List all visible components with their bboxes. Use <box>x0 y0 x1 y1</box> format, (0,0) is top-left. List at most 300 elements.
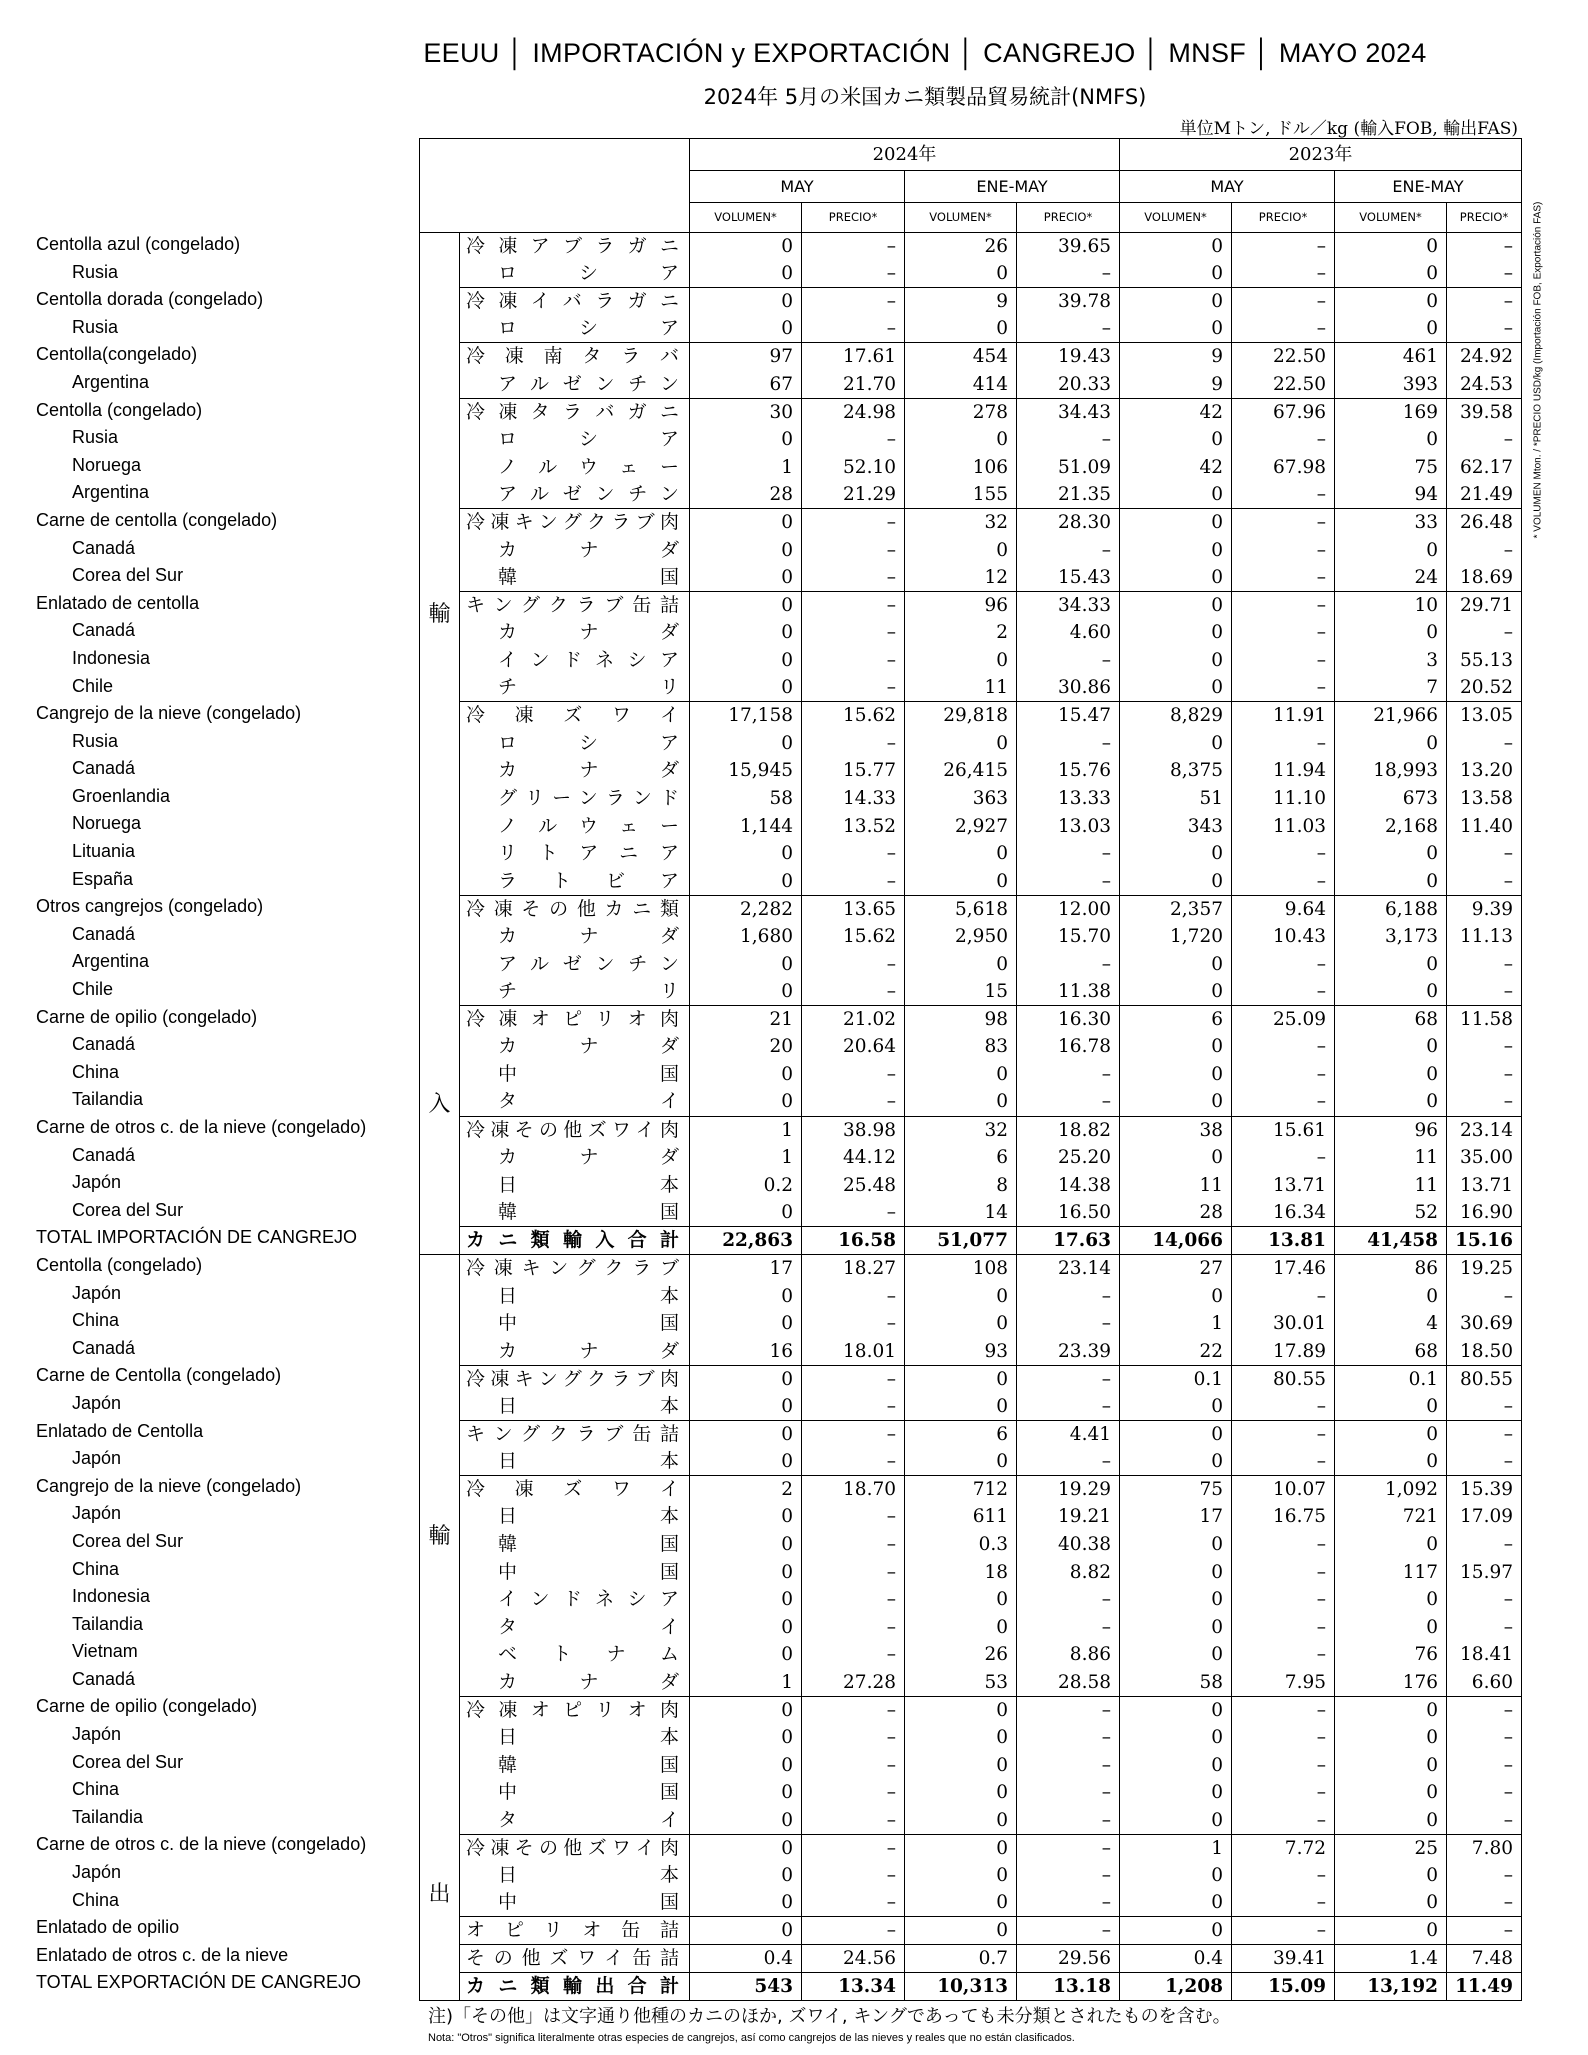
price-cell: 17.46 <box>1232 1255 1335 1283</box>
volume-cell: 17,158 <box>690 702 802 730</box>
price-cell: – <box>1232 1641 1335 1669</box>
volume-cell: 611 <box>905 1503 1017 1531</box>
volume-cell: 0 <box>1120 536 1232 564</box>
volume-cell: 0 <box>690 1862 802 1890</box>
volume-cell: 0 <box>1120 591 1232 619</box>
volume-cell: 0 <box>690 288 802 316</box>
price-cell: – <box>802 536 905 564</box>
table-row <box>420 1558 1522 1586</box>
volume-cell: 22 <box>1120 1337 1232 1365</box>
price-cell: – <box>802 674 905 702</box>
price-cell: – <box>1232 481 1335 509</box>
price-cell: – <box>1447 1613 1522 1641</box>
table-row <box>420 1696 1522 1724</box>
price-cell: 24.98 <box>802 398 905 426</box>
price-cell: – <box>1447 1807 1522 1835</box>
price-cell: 18.70 <box>802 1475 905 1503</box>
price-cell: – <box>802 1558 905 1586</box>
volume-cell: 0 <box>1120 1613 1232 1641</box>
table-row <box>420 343 1522 371</box>
volume-cell: 0 <box>905 1834 1017 1862</box>
volume-cell: 15 <box>905 978 1017 1006</box>
price-cell: – <box>802 868 905 896</box>
price-cell: – <box>1447 840 1522 868</box>
price-cell: – <box>1232 1420 1335 1448</box>
volume-cell: 0 <box>1335 536 1447 564</box>
table-row <box>420 233 1522 261</box>
japanese-label: 冷凍イバラガニ <box>460 288 690 316</box>
japanese-label: 冷凍アブラガニ <box>460 233 690 261</box>
price-cell: 19.21 <box>1017 1503 1120 1531</box>
volume-cell: 0 <box>905 1061 1017 1089</box>
volume-cell: 0 <box>690 840 802 868</box>
price-cell: 11.10 <box>1232 785 1335 813</box>
price-cell: 25.20 <box>1017 1144 1120 1172</box>
volume-cell: 0 <box>690 1365 802 1393</box>
price-cell: 80.55 <box>1232 1365 1335 1393</box>
volume-cell: 0 <box>1120 1807 1232 1835</box>
japanese-label: ノルウェー <box>460 453 690 481</box>
volume-cell: 106 <box>905 453 1017 481</box>
price-cell: 30.86 <box>1017 674 1120 702</box>
volume-cell: 1,144 <box>690 812 802 840</box>
volume-cell: 0 <box>690 1889 802 1917</box>
price-cell: 35.00 <box>1447 1144 1522 1172</box>
section-char-bottom: 出 <box>428 1882 451 1908</box>
country-label: Rusia <box>72 261 119 282</box>
product-label: Centolla(congelado) <box>36 344 198 365</box>
volume-cell: 0 <box>1120 1917 1232 1945</box>
price-cell: – <box>1232 564 1335 592</box>
price-cell: – <box>1017 260 1120 288</box>
volume-cell: 0 <box>1120 1061 1232 1089</box>
japanese-label: チリ <box>460 674 690 702</box>
table-row <box>420 564 1522 592</box>
volume-cell: 414 <box>905 371 1017 399</box>
country-label: Indonesia <box>72 1586 151 1607</box>
volume-cell: 0 <box>690 315 802 343</box>
header-blank <box>420 139 690 233</box>
country-label: Argentina <box>72 482 150 503</box>
price-cell: 21.35 <box>1017 481 1120 509</box>
price-cell: – <box>802 260 905 288</box>
volume-cell: 0 <box>905 1448 1017 1476</box>
table-row <box>420 1006 1522 1034</box>
table-row <box>420 1641 1522 1669</box>
japanese-label: 冷凍ズワイ <box>460 702 690 730</box>
volume-cell: 0 <box>690 1199 802 1227</box>
price-cell: – <box>1017 315 1120 343</box>
price-cell: – <box>1017 426 1120 454</box>
price-cell: 15.16 <box>1447 1226 1522 1254</box>
price-cell: 4.60 <box>1017 619 1120 647</box>
japanese-label: 日本 <box>460 1724 690 1752</box>
table-row <box>420 868 1522 896</box>
table-row <box>420 260 1522 288</box>
header-precio: PRECIO* <box>802 203 905 233</box>
price-cell: 30.01 <box>1232 1310 1335 1338</box>
volume-cell: 93 <box>905 1337 1017 1365</box>
volume-cell: 0 <box>690 1917 802 1945</box>
volume-cell: 32 <box>905 1116 1017 1144</box>
price-cell: – <box>1447 1751 1522 1779</box>
price-cell: – <box>1232 1448 1335 1476</box>
price-cell: – <box>802 1088 905 1116</box>
price-cell: 40.38 <box>1017 1531 1120 1559</box>
section-char-top: 輸 <box>428 1524 451 1550</box>
product-label: Cangrejo de la nieve (congelado) <box>36 703 302 724</box>
volume-cell: 0 <box>1120 509 1232 537</box>
price-cell: – <box>1447 1586 1522 1614</box>
volume-cell: 0 <box>1335 1586 1447 1614</box>
price-cell: 14.38 <box>1017 1171 1120 1199</box>
volume-cell: 0 <box>1120 978 1232 1006</box>
volume-cell: 17 <box>1120 1503 1232 1531</box>
price-cell: – <box>802 1751 905 1779</box>
table-row <box>420 1255 1522 1283</box>
volume-cell: 2,282 <box>690 895 802 923</box>
volume-cell: 0 <box>1120 1282 1232 1310</box>
price-cell: – <box>1447 1917 1522 1945</box>
vertical-unit-note <box>1530 140 1546 600</box>
price-cell: 17.89 <box>1232 1337 1335 1365</box>
price-cell: 22.50 <box>1232 371 1335 399</box>
price-cell: 23.14 <box>1447 1116 1522 1144</box>
trade-table-body <box>420 233 1522 2001</box>
volume-cell: 0 <box>1335 233 1447 261</box>
volume-cell: 97 <box>690 343 802 371</box>
product-label: Carne de otros c. de la nieve (congelado) <box>36 1834 367 1855</box>
volume-cell: 0 <box>1335 950 1447 978</box>
volume-cell: 0 <box>905 647 1017 675</box>
volume-cell: 0 <box>690 1613 802 1641</box>
table-row <box>420 1669 1522 1697</box>
volume-cell: 0 <box>1335 868 1447 896</box>
volume-cell: 0 <box>1335 978 1447 1006</box>
volume-cell: 8,829 <box>1120 702 1232 730</box>
volume-cell: 18 <box>905 1558 1017 1586</box>
price-cell: 34.43 <box>1017 398 1120 426</box>
volume-cell: 0 <box>905 1613 1017 1641</box>
volume-cell: 11 <box>1335 1144 1447 1172</box>
country-label: Canadá <box>72 1034 136 1055</box>
volume-cell: 0 <box>1120 1393 1232 1421</box>
unit-note: 単位Mトン, ドル／kg (輸入FOB, 輸出FAS) <box>1179 119 1518 139</box>
price-cell: – <box>1232 1751 1335 1779</box>
volume-cell: 0 <box>690 647 802 675</box>
volume-cell: 3,173 <box>1335 923 1447 951</box>
table-row <box>420 1531 1522 1559</box>
volume-cell: 17 <box>690 1255 802 1283</box>
japanese-label: 中国 <box>460 1310 690 1338</box>
volume-cell: 58 <box>690 785 802 813</box>
price-cell: – <box>802 591 905 619</box>
price-cell: 25.48 <box>802 1171 905 1199</box>
price-cell: 17.09 <box>1447 1503 1522 1531</box>
japanese-label: キングクラブ缶詰 <box>460 1420 690 1448</box>
table-row <box>420 978 1522 1006</box>
volume-cell: 6 <box>905 1420 1017 1448</box>
japanese-label: 韓国 <box>460 1751 690 1779</box>
japanese-label: 冷凍ズワイ <box>460 1475 690 1503</box>
volume-cell: 0 <box>1335 260 1447 288</box>
price-cell: – <box>802 509 905 537</box>
volume-cell: 21 <box>690 1006 802 1034</box>
price-cell: 55.13 <box>1447 647 1522 675</box>
price-cell: 20.52 <box>1447 674 1522 702</box>
volume-cell: 20 <box>690 1033 802 1061</box>
table-row <box>420 1061 1522 1089</box>
price-cell: – <box>802 564 905 592</box>
price-cell: – <box>1447 1420 1522 1448</box>
japanese-label: 中国 <box>460 1889 690 1917</box>
section-char-top: 輸 <box>428 602 451 627</box>
header-year-2023: 2023年 <box>1120 139 1522 171</box>
japanese-label: カナダ <box>460 1144 690 1172</box>
table-row <box>420 812 1522 840</box>
table-row <box>420 315 1522 343</box>
price-cell: – <box>1017 1696 1120 1724</box>
volume-cell: 0 <box>905 1365 1017 1393</box>
price-cell: 16.30 <box>1017 1006 1120 1034</box>
price-cell: 10.43 <box>1232 923 1335 951</box>
volume-cell: 0 <box>690 1807 802 1835</box>
price-cell: – <box>802 426 905 454</box>
table-row <box>420 702 1522 730</box>
volume-cell: 4 <box>1335 1310 1447 1338</box>
price-cell: – <box>802 1393 905 1421</box>
price-cell: 10.07 <box>1232 1475 1335 1503</box>
volume-cell: 30 <box>690 398 802 426</box>
price-cell: – <box>1232 840 1335 868</box>
japanese-label: カニ類輸出合計 <box>460 1973 690 2001</box>
price-cell: – <box>1232 315 1335 343</box>
volume-cell: 0 <box>690 1779 802 1807</box>
volume-cell: 0 <box>690 260 802 288</box>
price-cell: 21.49 <box>1447 481 1522 509</box>
volume-cell: 393 <box>1335 371 1447 399</box>
price-cell: 15.77 <box>802 757 905 785</box>
volume-cell: 0.4 <box>1120 1945 1232 1973</box>
price-cell: 13.18 <box>1017 1973 1120 2001</box>
table-row <box>420 1088 1522 1116</box>
volume-cell: 86 <box>1335 1255 1447 1283</box>
product-label: Carne de otros c. de la nieve (congelado) <box>36 1117 367 1137</box>
country-label: Indonesia <box>72 647 151 668</box>
country-label: Vietnam <box>72 1641 138 1662</box>
price-cell: 39.41 <box>1232 1945 1335 1973</box>
volume-cell: 68 <box>1335 1006 1447 1034</box>
price-cell: – <box>802 619 905 647</box>
volume-cell: 0 <box>690 1531 802 1559</box>
volume-cell: 1,092 <box>1335 1475 1447 1503</box>
volume-cell: 0 <box>905 315 1017 343</box>
volume-cell: 0 <box>1335 1613 1447 1641</box>
product-label: Carne de Centolla (congelado) <box>36 1365 282 1386</box>
table-row <box>420 453 1522 481</box>
country-label: Corea del Sur <box>72 1751 184 1772</box>
japanese-label: 冷凍オピリオ肉 <box>460 1696 690 1724</box>
price-cell: 15.62 <box>802 923 905 951</box>
price-cell: – <box>1447 1061 1522 1089</box>
table-row <box>420 895 1522 923</box>
price-cell: – <box>1447 1282 1522 1310</box>
price-cell: – <box>802 1807 905 1835</box>
volume-cell: 0 <box>690 1448 802 1476</box>
volume-cell: 0 <box>905 1807 1017 1835</box>
country-label: Corea del Sur <box>72 1530 184 1551</box>
volume-cell: 1 <box>690 1144 802 1172</box>
country-label: Corea del Sur <box>72 565 184 586</box>
price-cell: 52.10 <box>802 453 905 481</box>
price-cell: 16.78 <box>1017 1033 1120 1061</box>
price-cell: – <box>1232 1393 1335 1421</box>
volume-cell: 7 <box>1335 674 1447 702</box>
japanese-label: アルゼンチン <box>460 371 690 399</box>
volume-cell: 0 <box>1120 1586 1232 1614</box>
japanese-label: 冷凍オピリオ肉 <box>460 1006 690 1034</box>
price-cell: – <box>1017 1282 1120 1310</box>
price-cell: – <box>1017 647 1120 675</box>
volume-cell: 0 <box>905 1088 1017 1116</box>
volume-cell: 0 <box>1120 729 1232 757</box>
volume-cell: 9 <box>1120 371 1232 399</box>
price-cell: – <box>802 1586 905 1614</box>
price-cell: 16.58 <box>802 1226 905 1254</box>
price-cell: 18.50 <box>1447 1337 1522 1365</box>
volume-cell: 0 <box>905 1779 1017 1807</box>
volume-cell: 0 <box>1120 288 1232 316</box>
table-row <box>420 536 1522 564</box>
table-row <box>420 1834 1522 1862</box>
price-cell: – <box>1447 536 1522 564</box>
volume-cell: 0 <box>1335 1779 1447 1807</box>
volume-cell: 26 <box>905 233 1017 261</box>
price-cell: – <box>802 1613 905 1641</box>
price-cell: 16.34 <box>1232 1199 1335 1227</box>
price-cell: – <box>802 1724 905 1752</box>
table-row <box>420 1945 1522 1973</box>
table-row <box>420 1751 1522 1779</box>
volume-cell: 1 <box>690 453 802 481</box>
total-label: TOTAL IMPORTACIÓN DE CANGREJO <box>36 1227 358 1248</box>
table-row <box>420 1613 1522 1641</box>
price-cell: 11.94 <box>1232 757 1335 785</box>
price-cell: – <box>802 233 905 261</box>
product-label: Enlatado de centolla <box>36 592 200 613</box>
table-row <box>420 1282 1522 1310</box>
price-cell: 12.00 <box>1017 895 1120 923</box>
table-row <box>420 923 1522 951</box>
volume-cell: 0 <box>905 1724 1017 1752</box>
japanese-label: ラトビア <box>460 868 690 896</box>
volume-cell: 0 <box>1120 1779 1232 1807</box>
volume-cell: 0 <box>690 1558 802 1586</box>
price-cell: 19.25 <box>1447 1255 1522 1283</box>
volume-cell: 2,168 <box>1335 812 1447 840</box>
price-cell: – <box>1017 1586 1120 1614</box>
table-row <box>420 1310 1522 1338</box>
price-cell: 20.64 <box>802 1033 905 1061</box>
volume-cell: 0 <box>1120 1531 1232 1559</box>
volume-cell: 0 <box>1335 619 1447 647</box>
price-cell: 13.20 <box>1447 757 1522 785</box>
volume-cell: 0.1 <box>1120 1365 1232 1393</box>
volume-cell: 2 <box>905 619 1017 647</box>
volume-cell: 10,313 <box>905 1973 1017 2001</box>
price-cell: 30.69 <box>1447 1310 1522 1338</box>
price-cell: 67.98 <box>1232 453 1335 481</box>
table-row <box>420 1503 1522 1531</box>
price-cell: 14.33 <box>802 785 905 813</box>
volume-cell: 0 <box>905 1310 1017 1338</box>
price-cell: 15.62 <box>802 702 905 730</box>
volume-cell: 26 <box>905 1641 1017 1669</box>
price-cell: – <box>802 1448 905 1476</box>
country-label: Tailandia <box>72 1089 144 1110</box>
japanese-label: 日本 <box>460 1503 690 1531</box>
price-cell: – <box>1017 1088 1120 1116</box>
price-cell: – <box>802 1199 905 1227</box>
price-cell: – <box>1232 978 1335 1006</box>
price-cell: 38.98 <box>802 1116 905 1144</box>
volume-cell: 0 <box>690 1282 802 1310</box>
volume-cell: 0 <box>1335 1420 1447 1448</box>
price-cell: – <box>1447 619 1522 647</box>
volume-cell: 0 <box>1120 481 1232 509</box>
volume-cell: 22,863 <box>690 1226 802 1254</box>
price-cell: – <box>1017 1751 1120 1779</box>
volume-cell: 0 <box>690 426 802 454</box>
country-label: Japón <box>72 1448 122 1469</box>
country-label: Groenlandia <box>72 785 171 806</box>
price-cell: 7.95 <box>1232 1669 1335 1697</box>
volume-cell: 0 <box>905 1586 1017 1614</box>
price-cell: – <box>1017 1889 1120 1917</box>
volume-cell: 278 <box>905 398 1017 426</box>
price-cell: 13.05 <box>1447 702 1522 730</box>
price-cell: – <box>1017 950 1120 978</box>
price-cell: – <box>1017 1724 1120 1752</box>
price-cell: – <box>1447 1531 1522 1559</box>
japanese-label: ベトナム <box>460 1641 690 1669</box>
volume-cell: 10 <box>1335 591 1447 619</box>
total-label: TOTAL EXPORTACIÓN DE CANGREJO <box>36 1972 362 1993</box>
price-cell: – <box>1017 1365 1120 1393</box>
volume-cell: 0 <box>690 978 802 1006</box>
price-cell: 18.41 <box>1447 1641 1522 1669</box>
product-label: Centolla dorada (congelado) <box>36 289 264 310</box>
japanese-label: 日本 <box>460 1282 690 1310</box>
price-cell: 18.27 <box>802 1255 905 1283</box>
price-cell: – <box>1232 1061 1335 1089</box>
volume-cell: 0.2 <box>690 1171 802 1199</box>
volume-cell: 0 <box>1335 1889 1447 1917</box>
price-cell: – <box>1017 1807 1120 1835</box>
price-cell: – <box>1232 1917 1335 1945</box>
table-row <box>420 1393 1522 1421</box>
table-row <box>420 674 1522 702</box>
volume-cell: 0 <box>1120 426 1232 454</box>
volume-cell: 0 <box>1120 1420 1232 1448</box>
price-cell: – <box>1017 1917 1120 1945</box>
volume-cell: 96 <box>905 591 1017 619</box>
volume-cell: 0 <box>1335 1088 1447 1116</box>
volume-cell: 0 <box>1120 647 1232 675</box>
japanese-label: アルゼンチン <box>460 481 690 509</box>
volume-cell: 0 <box>1335 1531 1447 1559</box>
price-cell: 18.01 <box>802 1337 905 1365</box>
